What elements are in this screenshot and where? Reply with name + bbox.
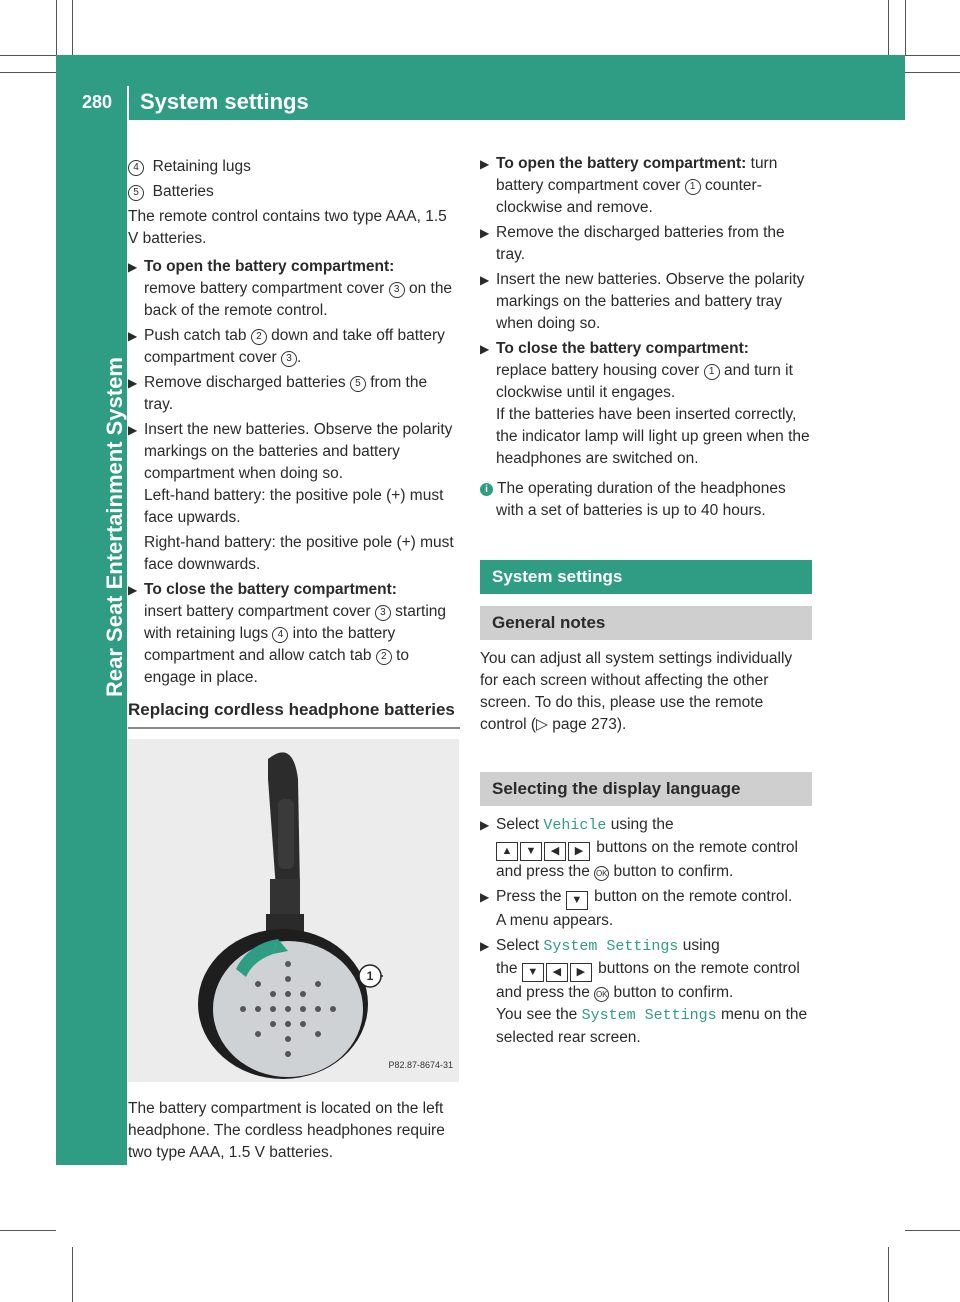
crop-mark — [72, 0, 73, 55]
info-icon: i — [480, 483, 493, 496]
callout-number: 4 — [128, 160, 144, 176]
legend-item: 4 Retaining lugs — [128, 156, 460, 178]
list-item: ▶ To open the battery compartment: remove battery compartment cover 3 on the back of the remote control. — [128, 258, 453, 319]
arrow-icon: ▶ — [128, 423, 138, 437]
crop-mark — [888, 0, 889, 55]
list-item: ▶ Push catch tab 2 down and take off battery compartment cover 3 . — [128, 327, 445, 366]
arrow-icon: ▶ — [128, 329, 138, 343]
crop-mark — [0, 1230, 56, 1231]
arrow-icon: ▶ — [480, 273, 490, 287]
subsection-heading: Selecting the display language — [480, 772, 812, 806]
list-item: ▶ To open the battery compartment: turn battery compartment cover 1 counterclockwise and remove. — [480, 155, 778, 216]
subsection-heading: General notes — [480, 606, 812, 640]
section-heading: System settings — [480, 560, 812, 594]
crop-mark — [72, 1247, 73, 1302]
arrow-icon: ▶ — [480, 939, 490, 953]
right-key-icon: ▶ — [570, 963, 592, 982]
page-number: 280 — [82, 92, 113, 112]
right-column — [480, 153, 812, 1052]
list-item: ▶ Insert the new batteries. Observe the polarity markings on the batteries and battery tray when doing so. — [480, 271, 805, 332]
crop-mark — [0, 55, 56, 56]
arrow-icon: ▶ — [128, 260, 138, 274]
list-item: ▶ Insert the new batteries. Observe the polarity markings on the batteries and battery compartment when doing so. Left-hand battery: the positive pole (+) must face upwards. Right-hand battery: the positive pole (+) must face downwards. — [128, 421, 454, 573]
headphone-illustration — [128, 739, 459, 1082]
page-reference: ▷ page 273 — [536, 716, 617, 733]
page-title: System settings — [140, 89, 309, 114]
crop-mark — [888, 1247, 889, 1302]
list-item: ▶ Select System Settings using the ▼ ◀ ▶ buttons on the remote control and press the OK button to confirm. You see the System Settings menu on the selected rear screen. — [480, 937, 808, 1046]
arrow-icon: ▶ — [128, 583, 138, 597]
subheading: Replacing cordless headphone batteries — [128, 700, 455, 719]
down-key-icon: ▼ — [520, 842, 542, 861]
list-item: ▶ Select Vehicle using the ▲ ▼ ◀ ▶ buttons on the remote control and press the OK button to confirm. — [480, 816, 798, 880]
legend-item: 5 Batteries — [128, 181, 460, 203]
list-item: ▶ To close the battery compartment: replace battery housing cover 1 and turn it clockwise until it engages. If the batteries have been inserted correctly, the indicator lamp will light up green when the headphones are switched on. — [480, 340, 810, 467]
callout-number: 5 — [128, 185, 144, 201]
arrow-icon: ▶ — [480, 890, 490, 904]
divider — [128, 727, 460, 729]
ok-button-icon: OK — [594, 987, 609, 1002]
crop-mark — [0, 72, 56, 73]
list-item: ▶ To close the battery compartment: insert battery compartment cover 3 starting with retaining lugs 4 into the battery compartment and allow catch tab 2 to engage in place. — [128, 581, 447, 686]
headphone-photo — [128, 739, 459, 1082]
crop-mark — [905, 72, 960, 73]
general-notes-text: You can adjust all system settings individually for each screen without affecting the other screen. To do this, please use the remote control (▷ page 273). — [480, 650, 793, 733]
left-column — [128, 156, 460, 1167]
left-key-icon: ◀ — [546, 963, 568, 982]
arrow-icon: ▶ — [480, 818, 490, 832]
photo-caption: The battery compartment is located on the left headphone. The cordless headphones require two type AAA, 1.5 V batteries. — [128, 1100, 445, 1161]
crop-mark — [905, 55, 960, 56]
header-separator — [127, 86, 129, 120]
arrow-icon: ▶ — [480, 342, 490, 356]
right-key-icon: ▶ — [568, 842, 590, 861]
intro-text: The remote control contains two type AAA, 1.5 V batteries. — [128, 208, 447, 247]
list-item: ▶ Remove the discharged batteries from the tray. — [480, 224, 785, 263]
crop-mark — [56, 0, 57, 55]
arrow-icon: ▶ — [128, 376, 138, 390]
menu-item-vehicle: Vehicle — [543, 817, 607, 834]
down-key-icon: ▼ — [522, 963, 544, 982]
menu-item-system-settings: System Settings — [543, 938, 679, 955]
arrow-icon: ▶ — [480, 226, 490, 240]
info-note: i The operating duration of the headphones with a set of batteries is up to 40 hours. — [480, 478, 812, 522]
up-key-icon: ▲ — [496, 842, 518, 861]
ok-button-icon: OK — [594, 866, 609, 881]
photo-callout: 1 — [366, 969, 374, 983]
crop-mark — [905, 0, 906, 55]
menu-item-system-settings: System Settings — [581, 1007, 717, 1024]
crop-mark — [905, 1230, 960, 1231]
left-key-icon: ◀ — [544, 842, 566, 861]
list-item: ▶ Press the ▼ button on the remote control. A menu appears. — [480, 888, 793, 929]
down-key-icon: ▼ — [566, 891, 588, 910]
arrow-icon: ▶ — [480, 157, 490, 171]
side-tab-label: Rear Seat Entertainment System — [102, 357, 127, 697]
list-item: ▶ Remove discharged batteries 5 from the tray. — [128, 374, 428, 413]
photo-label: P82.87-8674-31 — [388, 1060, 453, 1070]
